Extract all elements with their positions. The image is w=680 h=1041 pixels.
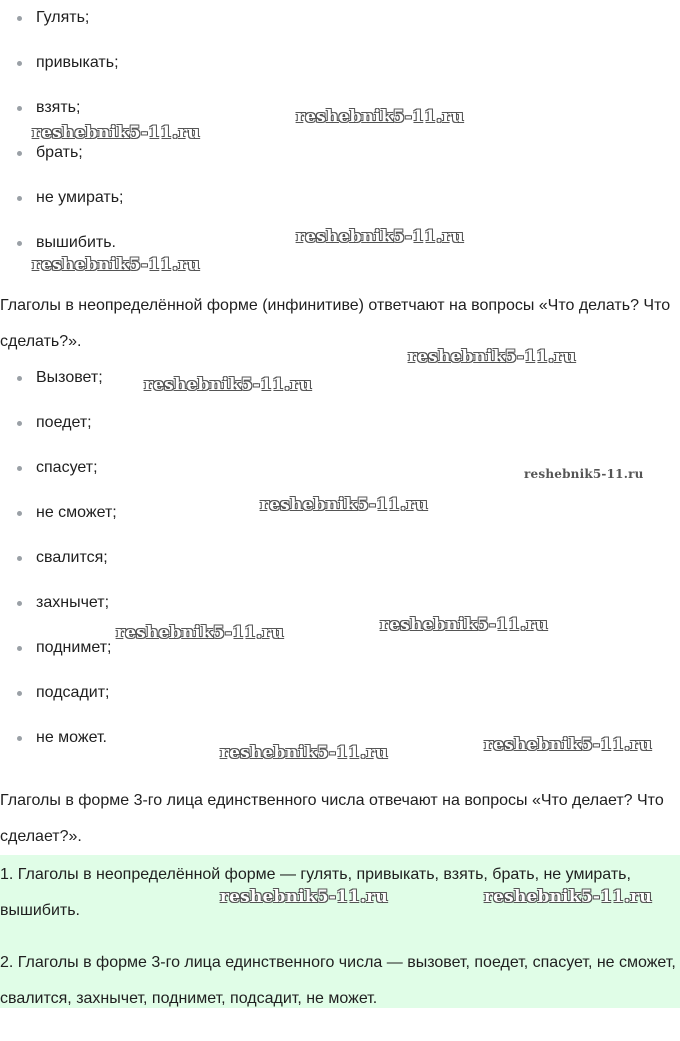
list-item: поднимет; (0, 637, 680, 682)
list-item: захнычет; (0, 592, 680, 637)
bullet-icon (17, 736, 22, 741)
list-item: брать; (0, 142, 680, 187)
watermark: reshebnik5-11.ru (144, 375, 312, 395)
watermark: reshebnik5-11.ru (296, 227, 464, 247)
watermark: reshebnik5-11.ru (380, 615, 548, 635)
list-item: свалится; (0, 547, 680, 592)
bullet-icon (17, 376, 22, 381)
bullet-icon (17, 556, 22, 561)
infinitive-explanation: Глаголы в неопределённой форме (инфинитиве) ответчают на вопросы «Что делать? Что сделать?». (0, 297, 671, 350)
bullet-icon (17, 421, 22, 426)
bullet-icon (17, 646, 22, 651)
list-item: поедет; (0, 412, 680, 457)
bullet-icon (17, 151, 22, 156)
watermark: reshebnik5-11.ru (296, 107, 464, 127)
bullet-icon (17, 241, 22, 246)
watermark: reshebnik5-11.ru (484, 887, 652, 907)
bullet-icon (17, 511, 22, 516)
bullet-icon (17, 61, 22, 66)
list-item: спасует; (0, 457, 680, 502)
list-item: вышибить. (0, 232, 680, 277)
watermark: reshebnik5-11.ru (220, 887, 388, 907)
bullet-icon (17, 196, 22, 201)
watermark: reshebnik5-11.ru (32, 123, 200, 143)
bullet-icon (17, 106, 22, 111)
answer-line-2: 2. Глаголы в форме 3-го лица единственного числа — вызовет, поедет, спасует, не сможет, свалится, захнычет, поднимет, подсадит, не может. (0, 954, 676, 1007)
watermark: reshebnik5-11.ru (220, 743, 388, 763)
bullet-icon (17, 16, 22, 21)
third-person-list (0, 367, 680, 772)
third-person-explanation: Глаголы в форме 3-го лица единственного числа отвечают на вопросы «Что делает? Что сделает?». (0, 792, 664, 845)
watermark: reshebnik5-11.ru (116, 623, 284, 643)
infinitive-list (0, 7, 680, 277)
list-item: привыкать; (0, 52, 680, 97)
list-item: не может. (0, 727, 680, 772)
watermark: reshebnik5-11.ru (484, 735, 652, 755)
watermark: reshebnik5-11.ru (408, 347, 576, 367)
watermark: reshebnik5-11.ru (524, 467, 644, 481)
bullet-icon (17, 466, 22, 471)
watermark: reshebnik5-11.ru (32, 255, 200, 275)
list-item: взять; (0, 97, 680, 142)
answer-line-1: 1. Глаголы в неопределённой форме — гулять, привыкать, взять, брать, не умирать, вышибить. (0, 866, 631, 919)
list-item: не сможет; (0, 502, 680, 547)
bullet-icon (17, 601, 22, 606)
answer-box (0, 855, 680, 1008)
bullet-icon (17, 691, 22, 696)
watermark: reshebnik5-11.ru (260, 495, 428, 515)
list-item: подсадит; (0, 682, 680, 727)
list-item: Вызовет; (0, 367, 680, 412)
list-item: не умирать; (0, 187, 680, 232)
list-item: Гулять; (0, 7, 680, 52)
